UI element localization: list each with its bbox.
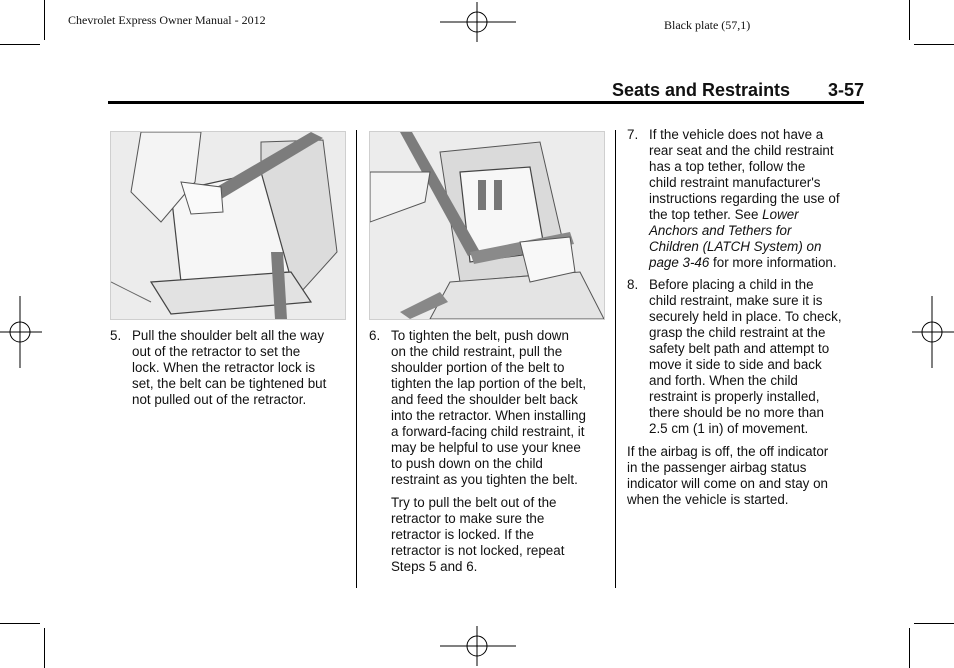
crop-mark <box>914 44 954 45</box>
step-text-after: for more information. <box>709 255 837 270</box>
page-number: 3-57 <box>828 80 865 100</box>
figure-tighten-belt <box>369 131 605 320</box>
manual-title: Chevrolet Express Owner Manual - 2012 <box>68 13 266 27</box>
registration-mark-left <box>0 296 42 368</box>
crop-mark <box>909 628 910 668</box>
step-text: Before placing a child in the child restraint, make sure it is securely held in place. To check, grasp the child restraint at the safety belt path and attempt to move it side to side and back and forth. When the child restraint is properly installed, there should be no more than 2.5 cm (1 in) of movement. <box>649 277 842 436</box>
step-6-followup: Try to pull the belt out of the retractor to make sure the retractor is locked. If the retractor is not locked, repeat Steps 5 and 6. <box>391 495 565 574</box>
step-text <box>649 127 840 271</box>
section-title: Seats and Restraints <box>612 80 791 100</box>
crop-mark <box>0 44 40 45</box>
step-6 <box>369 328 609 492</box>
cross-reference-link[interactable]: Lower Anchors and Tethers for Children (LATCH System) on page 3-46 <box>649 207 822 270</box>
registration-mark-top <box>440 2 516 42</box>
crop-mark <box>44 628 45 668</box>
step-text-before: If the vehicle does not have a rear seat and the child restraint has a top tether, follow the child restraint manufacturer's instructions regarding the use of the top tether. See <box>649 127 840 222</box>
airbag-note: If the airbag is off, the off indicator in the passenger airbag status indicator will come on and stay on when the vehicle is started. <box>627 444 829 507</box>
plate-label: Black plate (57,1) <box>664 18 751 32</box>
step-text: Pull the shoulder belt all the way out of the retractor to set the lock. When the retractor lock is set, the belt can be tightened but not pulled out of the retractor. <box>132 328 327 407</box>
figure-shoulder-belt-pull <box>110 131 346 320</box>
step-7 <box>627 127 867 277</box>
header-rule <box>108 101 864 104</box>
step-number: 8. <box>627 277 639 292</box>
step-text: To tighten the belt, push down on the child restraint, pull the shoulder portion of the belt to tighten the lap portion of the belt, and feed the shoulder belt back into the retractor. When installing a forward-facing child restraint, it may be helpful to use your knee to push down on the child restraint as you tighten the belt. <box>391 328 587 487</box>
step-number: 7. <box>627 127 639 142</box>
step-8 <box>627 277 867 443</box>
registration-mark-right <box>912 296 954 368</box>
registration-mark-bottom <box>440 626 516 666</box>
step-5 <box>110 328 350 412</box>
column-divider <box>615 130 616 588</box>
step-number: 5. <box>110 328 122 343</box>
crop-mark <box>909 0 910 40</box>
column-divider <box>356 130 357 588</box>
crop-mark <box>0 623 40 624</box>
crop-mark <box>44 0 45 40</box>
step-number: 6. <box>369 328 381 343</box>
crop-mark <box>914 623 954 624</box>
